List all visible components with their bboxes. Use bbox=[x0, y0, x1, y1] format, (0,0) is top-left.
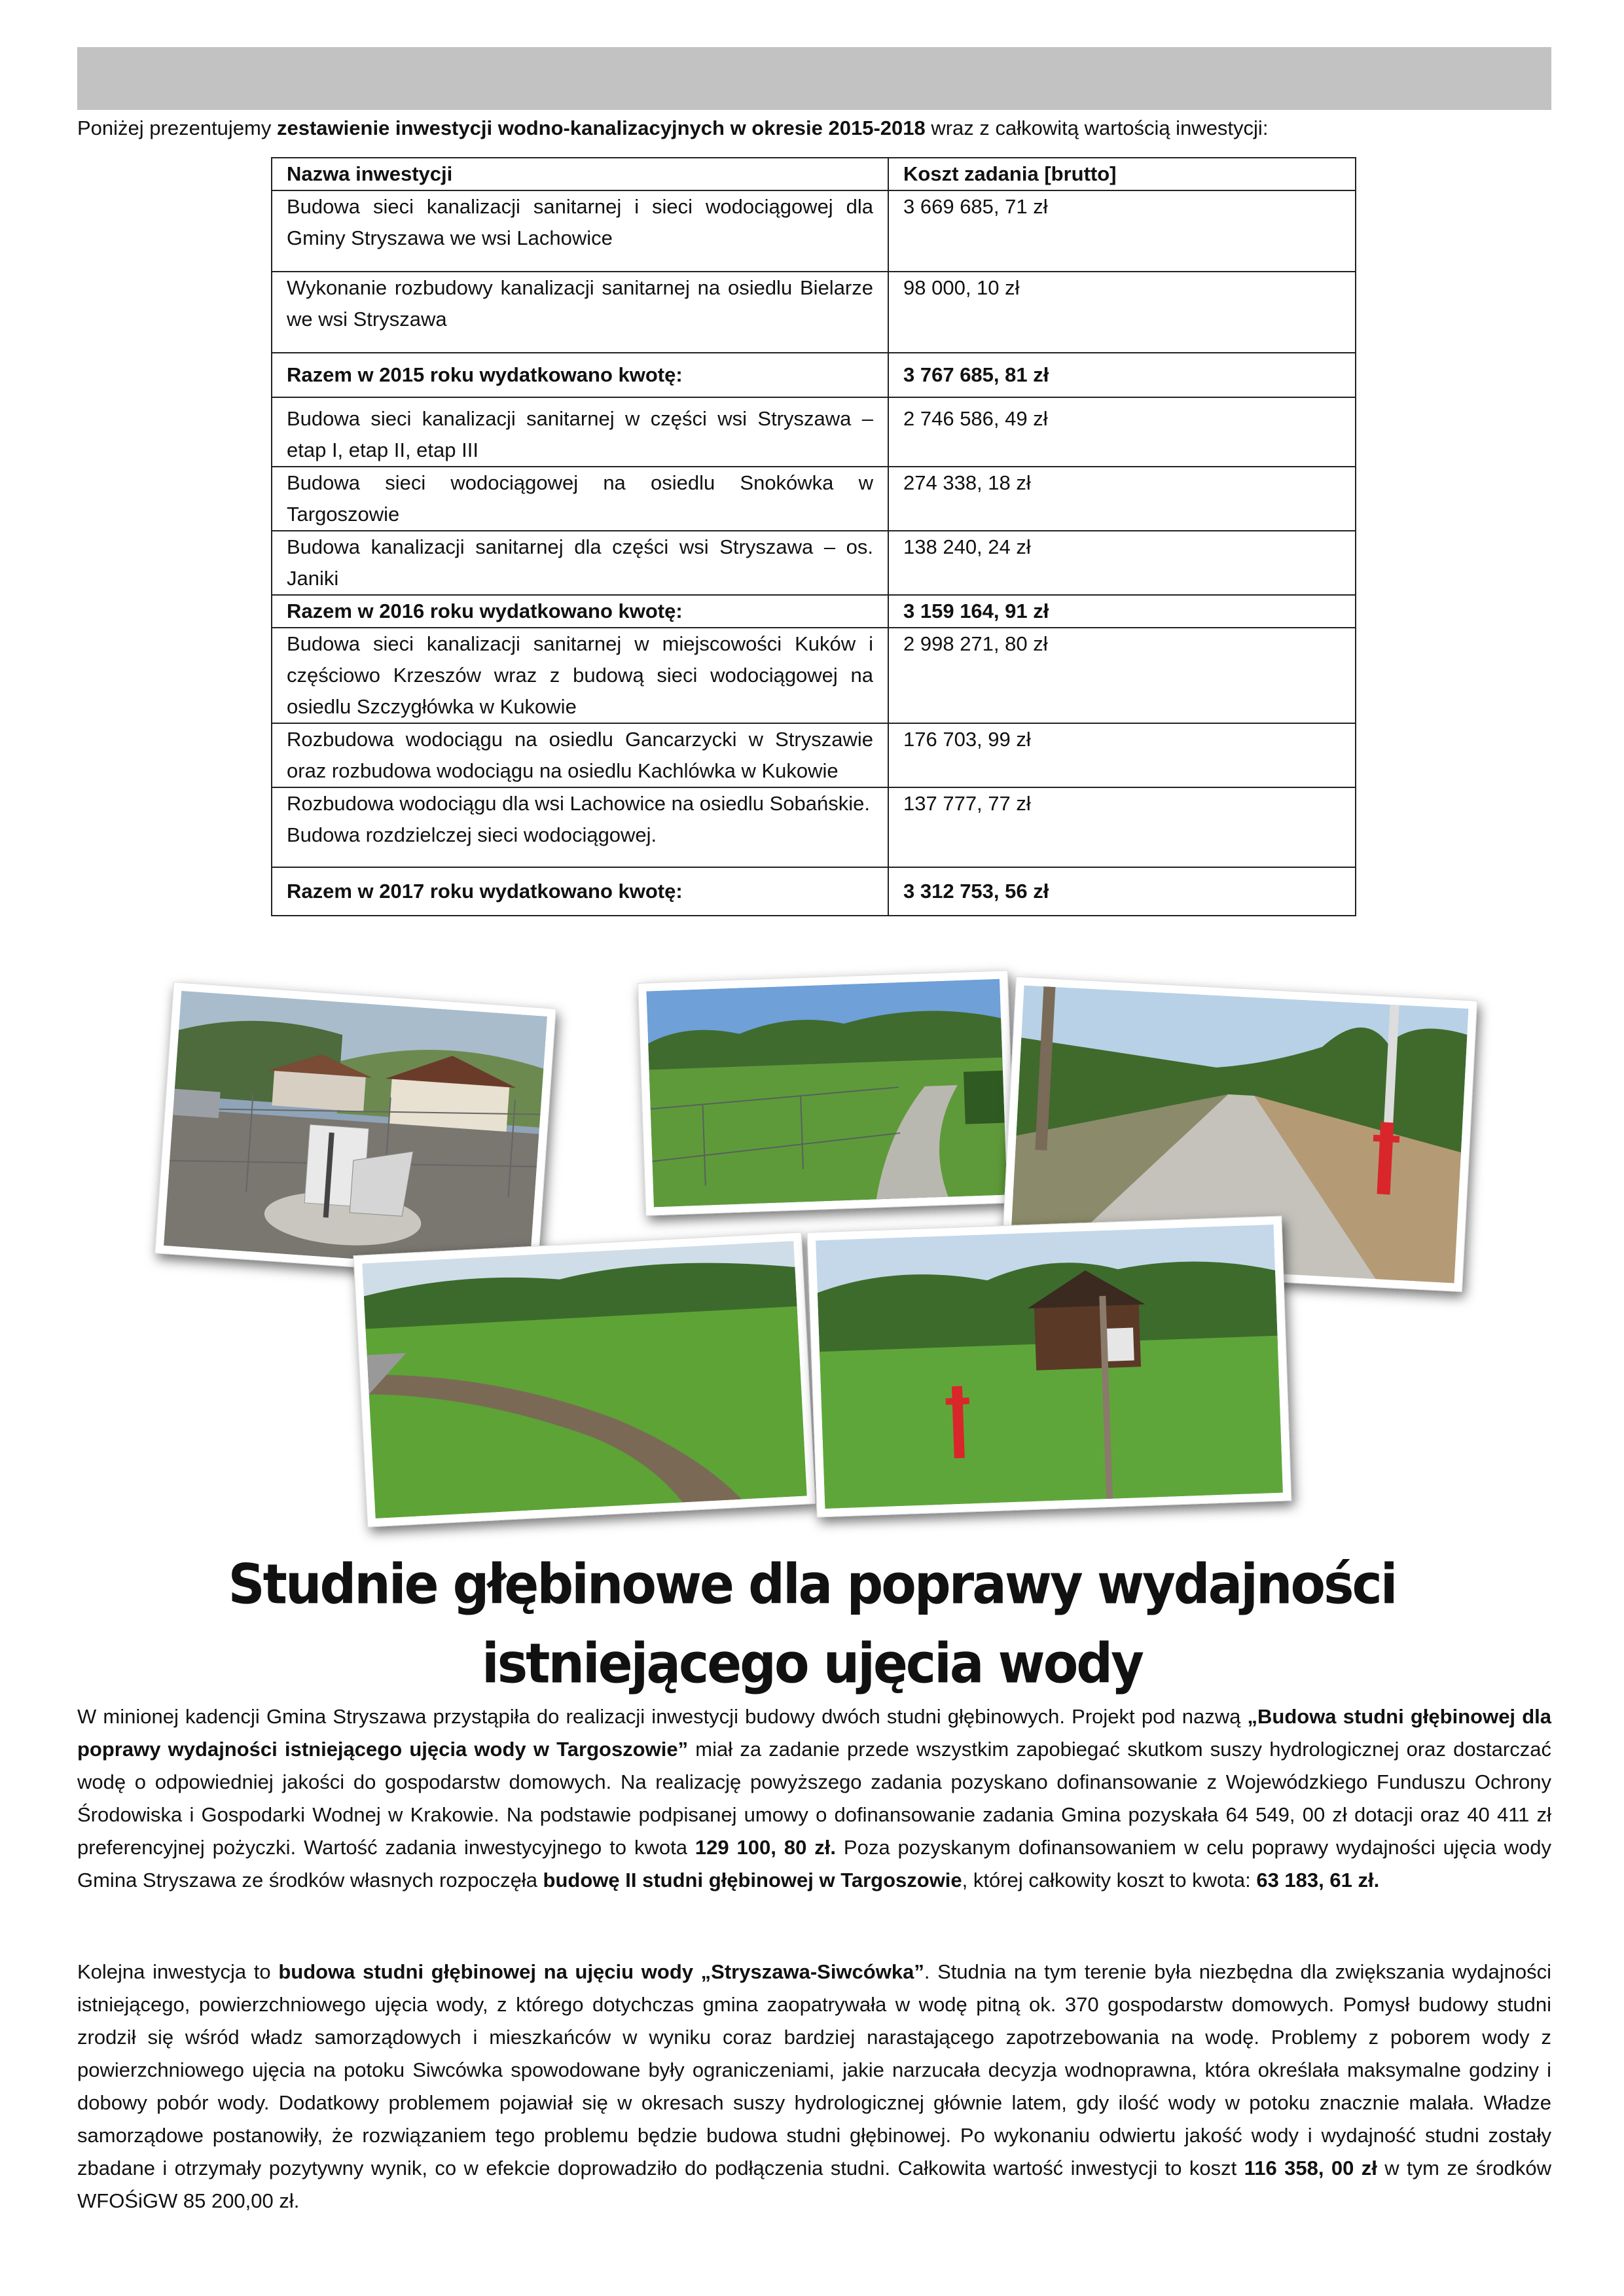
para2-bold1: budowa studni głębinowej na ujęciu wody „Stryszawa-Siwcówka” bbox=[278, 1960, 924, 1983]
para1-bold2: 129 100, 80 zł. bbox=[695, 1836, 836, 1859]
row-name: Budowa sieci wodociągowej na osiedlu Snokówka w Targoszowie bbox=[272, 467, 888, 531]
row-name: Budowa sieci kanalizacji sanitarnej w części wsi Stryszawa – etap I, etap II, etap III bbox=[272, 397, 888, 467]
table-row bbox=[272, 723, 1356, 787]
photo-field-path bbox=[638, 970, 1016, 1216]
table-row bbox=[272, 787, 1356, 867]
para1-text3: Poza pozyskanym dofinansowaniem w celu poprawy wydajności ujęcia wody Gmina Stryszawa ze środków własnych rozpoczęła bbox=[77, 1836, 1551, 1892]
total-row bbox=[272, 353, 1356, 397]
para1-text4: , której całkowity koszt to kwota: bbox=[962, 1869, 1257, 1892]
photo-meadow-house bbox=[807, 1215, 1292, 1517]
total-row bbox=[272, 595, 1356, 628]
header-bar bbox=[77, 47, 1551, 110]
para2-text3: w tym ze środków WFOŚiGW 85 200,00 zł. bbox=[77, 2157, 1552, 2212]
para1-bold4: 63 183, 61 zł. bbox=[1256, 1869, 1380, 1892]
row-cost: 98 000, 10 zł bbox=[888, 272, 1356, 353]
total-value: 3 159 164, 91 zł bbox=[888, 595, 1356, 628]
para2-text1: Kolejna inwestycja to bbox=[77, 1960, 279, 1983]
intro-before: Poniżej prezentujemy bbox=[77, 117, 277, 139]
row-name: Rozbudowa wodociągu na osiedlu Gancarzycki w Stryszawie oraz rozbudowa wodociągu na osiedlu Kachlówka w Kukowie bbox=[272, 723, 888, 787]
intro-text bbox=[77, 110, 1583, 147]
heading-line1: Studnie głębinowe dla poprawy wydajności bbox=[228, 1552, 1396, 1617]
total-value: 3 312 753, 56 zł bbox=[888, 867, 1356, 916]
total-value: 3 767 685, 81 zł bbox=[888, 353, 1356, 397]
header-name: Nazwa inwestycji bbox=[272, 158, 888, 190]
para1-text1: W minionej kadencji Gmina Stryszawa przystąpiła do realizacji inwestycji budowy dwóch studni głębinowych. Projekt pod nazwą bbox=[77, 1705, 1248, 1728]
para2-text2: . Studnia na tym terenie była niezbędna dla zwiększania wydajności istniejącego, powierzchniowego ujęcia wody, z którego dotychczas gmina zaopatrywała w wodę pitną ok. 370 gospodarstw domowych. Pomysł budowy studni zrodził się wśród władz samorządowych i mieszkańców w wyniku coraz bardziej narastającego zapotrzebowania na wodę. Problemy z poborem wody z powierzchniowego ujęcia na potoku Siwcówka spowodowane były ograniczeniami, jakie narzucała decyzja wodnoprawna, która określała maksymalne godziny i dobowy pobór wody. Dodatkowy problemem pojawiał się w okresach suszy hydrologicznej głównie latem, gdy ilość wody w potoku znacznie malała. Władze samorządowe postanowiły, że rozwiązaniem tego problemu będzie budowa studni głębinowej. Po wykonaniu odwiertu jakość wody i wydajność studni zostały zbadane i otrzymały pozytywny wynik, co w efekcie doprowadziło do podłączenia studni. Całkowita wartość inwestycji to koszt bbox=[77, 1960, 1552, 2179]
row-cost: 274 338, 18 zł bbox=[888, 467, 1356, 531]
table-row bbox=[272, 190, 1356, 272]
table-row bbox=[272, 628, 1356, 723]
section-heading bbox=[0, 1545, 1624, 1704]
row-cost: 137 777, 77 zł bbox=[888, 787, 1356, 867]
table-row bbox=[272, 467, 1356, 531]
para1-bold3: budowę II studni głębinowej w Targoszowie bbox=[543, 1869, 962, 1892]
total-label: Razem w 2015 roku wydatkowano kwotę: bbox=[272, 353, 888, 397]
row-cost: 176 703, 99 zł bbox=[888, 723, 1356, 787]
table-row bbox=[272, 272, 1356, 353]
total-label: Razem w 2017 roku wydatkowano kwotę: bbox=[272, 867, 888, 916]
total-row bbox=[272, 867, 1356, 916]
header-cost: Koszt zadania [brutto] bbox=[888, 158, 1356, 190]
intro-after: wraz z całkowitą wartością inwestycji: bbox=[925, 117, 1269, 139]
row-cost: 2 998 271, 80 zł bbox=[888, 628, 1356, 723]
row-cost: 138 240, 24 zł bbox=[888, 531, 1356, 595]
row-name: Wykonanie rozbudowy kanalizacji sanitarnej na osiedlu Bielarze we wsi Stryszawa bbox=[272, 272, 888, 353]
row-name: Budowa sieci kanalizacji sanitarnej i sieci wodociągowej dla Gminy Stryszawa we wsi Lachowice bbox=[272, 190, 888, 272]
row-name: Budowa kanalizacji sanitarnej dla części wsi Stryszawa – os. Janiki bbox=[272, 531, 888, 595]
paragraph-siwcowka bbox=[77, 1956, 1551, 2217]
para1-text2: miał za zadanie przede wszystkim zapobiegać skutkom suszy hydrologicznej oraz dostarczać wodę o odpowiedniej jakości do gospodarstw domowych. Na realizację powyższego zadania pozyskano dofinansowanie z Wojewódzkiego Funduszu Ochrony Środowiska i Gospodarki Wodnej w Krakowie. Na podstawie podpisanej umowy o dofinansowanie zadania Gmina pozyskała 64 549, 00 zł dotacji oraz 40 411 zł preferencyjnej pożyczki. Wartość zadania inwestycyjnego to kwota bbox=[77, 1738, 1551, 1859]
row-name: Rozbudowa wodociągu dla wsi Lachowice na osiedlu Sobańskie. Budowa rozdzielczej sieci wodociągowej. bbox=[272, 787, 888, 867]
intro-bold: zestawienie inwestycji wodno-kanalizacyjnych w okresie 2015-2018 bbox=[277, 117, 926, 139]
row-cost: 2 746 586, 49 zł bbox=[888, 397, 1356, 467]
row-cost: 3 669 685, 71 zł bbox=[888, 190, 1356, 272]
table-header-row bbox=[272, 158, 1356, 190]
photo-collage bbox=[144, 969, 1479, 1545]
photo-well-installation bbox=[154, 982, 556, 1280]
para2-bold2: 116 358, 00 zł bbox=[1244, 2157, 1377, 2179]
table-row bbox=[272, 397, 1356, 467]
investment-table bbox=[271, 157, 1356, 916]
total-label: Razem w 2016 roku wydatkowano kwotę: bbox=[272, 595, 888, 628]
paragraph-targoszow bbox=[77, 1700, 1551, 1897]
para1-bold1: „Budowa studni głębinowej dla poprawy wydajności istniejącego ujęcia wody w Targoszowie” bbox=[77, 1705, 1551, 1761]
table-row bbox=[272, 531, 1356, 595]
row-name: Budowa sieci kanalizacji sanitarnej w miejscowości Kuków i częściowo Krzeszów wraz z budową sieci wodociągowej na osiedlu Szczygłówka w Kukowie bbox=[272, 628, 888, 723]
heading-line2: istniejącego ujęcia wody bbox=[482, 1632, 1142, 1696]
photo-trench-grass bbox=[353, 1232, 816, 1527]
